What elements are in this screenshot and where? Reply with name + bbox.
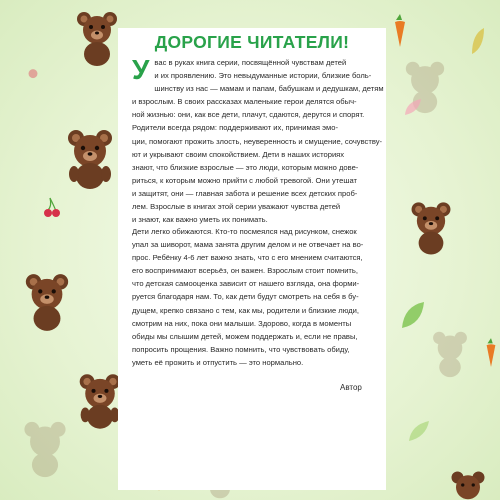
text-line: и взрослым. В своих рассказах маленькие герои делятся обыч- <box>132 97 357 107</box>
page-title: ДОРОГИЕ ЧИТАТЕЛИ! <box>154 32 350 52</box>
teddy-bear-icon <box>408 200 454 256</box>
text-line: Родители всегда рядом: поддерживают их, принимая эмо- <box>132 123 338 133</box>
text-line: ции, помогают прожить злость, неуверенность и смущение, сочувству- <box>132 136 383 146</box>
text-line: упал за шиворот, мама занята другим делом и не отвечает на во- <box>132 240 364 250</box>
text-line: и их проявлению. Это невыдуманные истории, близкие боль- <box>154 71 372 81</box>
text-line: обиды мы слышим детей, можем поддержать и, если не правы, <box>132 331 358 341</box>
text-line: уметь её прожить и отпустить — это нормально. <box>132 357 304 367</box>
drop-cap: У <box>132 54 150 85</box>
cherry-icon <box>26 66 40 80</box>
carrot-icon <box>484 338 498 368</box>
text-line: шинству из нас — мамам и папам, бабушкам и дедушкам, детям <box>154 84 384 94</box>
text-line: и знают, как важно уметь их понимать. <box>132 215 268 225</box>
text-line: ной жизнью: они, как все дети, плачут, сдаются, дерутся и спорят. <box>132 110 365 120</box>
leaf-icon <box>404 98 422 116</box>
leaf-icon <box>470 26 486 56</box>
cherry-icon <box>42 196 62 218</box>
teddy-bear-icon <box>74 10 120 66</box>
leaf-icon <box>400 300 426 330</box>
teddy-bear-icon <box>22 272 72 332</box>
author-signature: Автор <box>340 383 362 392</box>
carrot-icon <box>392 14 408 48</box>
teddy-bear-icon <box>430 330 470 378</box>
text-line: его воспринимают всерьёз, он важен. Взрослым стоит помнить, <box>132 266 358 276</box>
text-line: Дети легко обижаются. Кто-то посмеялся над рисунком, снежок <box>132 227 357 236</box>
teddy-bear-icon <box>76 372 124 430</box>
text-line: смотрим на них, пока они малыши. Здорово, когда в моменты <box>132 318 352 328</box>
text-line: риться, к которым можно прийти с любой тревогой. Они утешат <box>132 175 357 185</box>
teddy-bear-icon <box>20 420 70 478</box>
text-line: вас в руках книга серии, посвящённой чувствам детей <box>154 58 347 67</box>
text-line: попросить прощения. Важно помнить, что чувствовать обиду, <box>132 344 350 354</box>
text-line: ют и укрывают своим спокойствием. Дети в наших историях <box>132 149 345 159</box>
paragraph-main <box>132 225 376 369</box>
teddy-bear-icon <box>448 470 488 500</box>
text-line: знают, что близкие взрослые — это люди, которым можно дове- <box>132 162 359 172</box>
text-line: и защитят, они — главная забота и решение всех детских проб- <box>132 188 358 198</box>
text-line: что детская самооценка зависит от нашего взгляда, она форми- <box>132 279 360 289</box>
text-line: руется благодаря нам. То, как дети будут смотреть на себя в бу- <box>132 292 359 302</box>
text-line: дущем, крепко связано с тем, как мы, родители и близкие люди, <box>132 305 360 315</box>
text-line: лем. Взрослые в книгах этой серии уважают чувства детей <box>132 202 341 212</box>
teddy-bear-icon <box>64 128 116 190</box>
text-line: прос. Ребёнку 4-6 лет важно знать, что с его мнением считаются, <box>132 253 363 263</box>
paragraph-intro <box>132 54 384 226</box>
leaf-icon <box>408 420 430 442</box>
